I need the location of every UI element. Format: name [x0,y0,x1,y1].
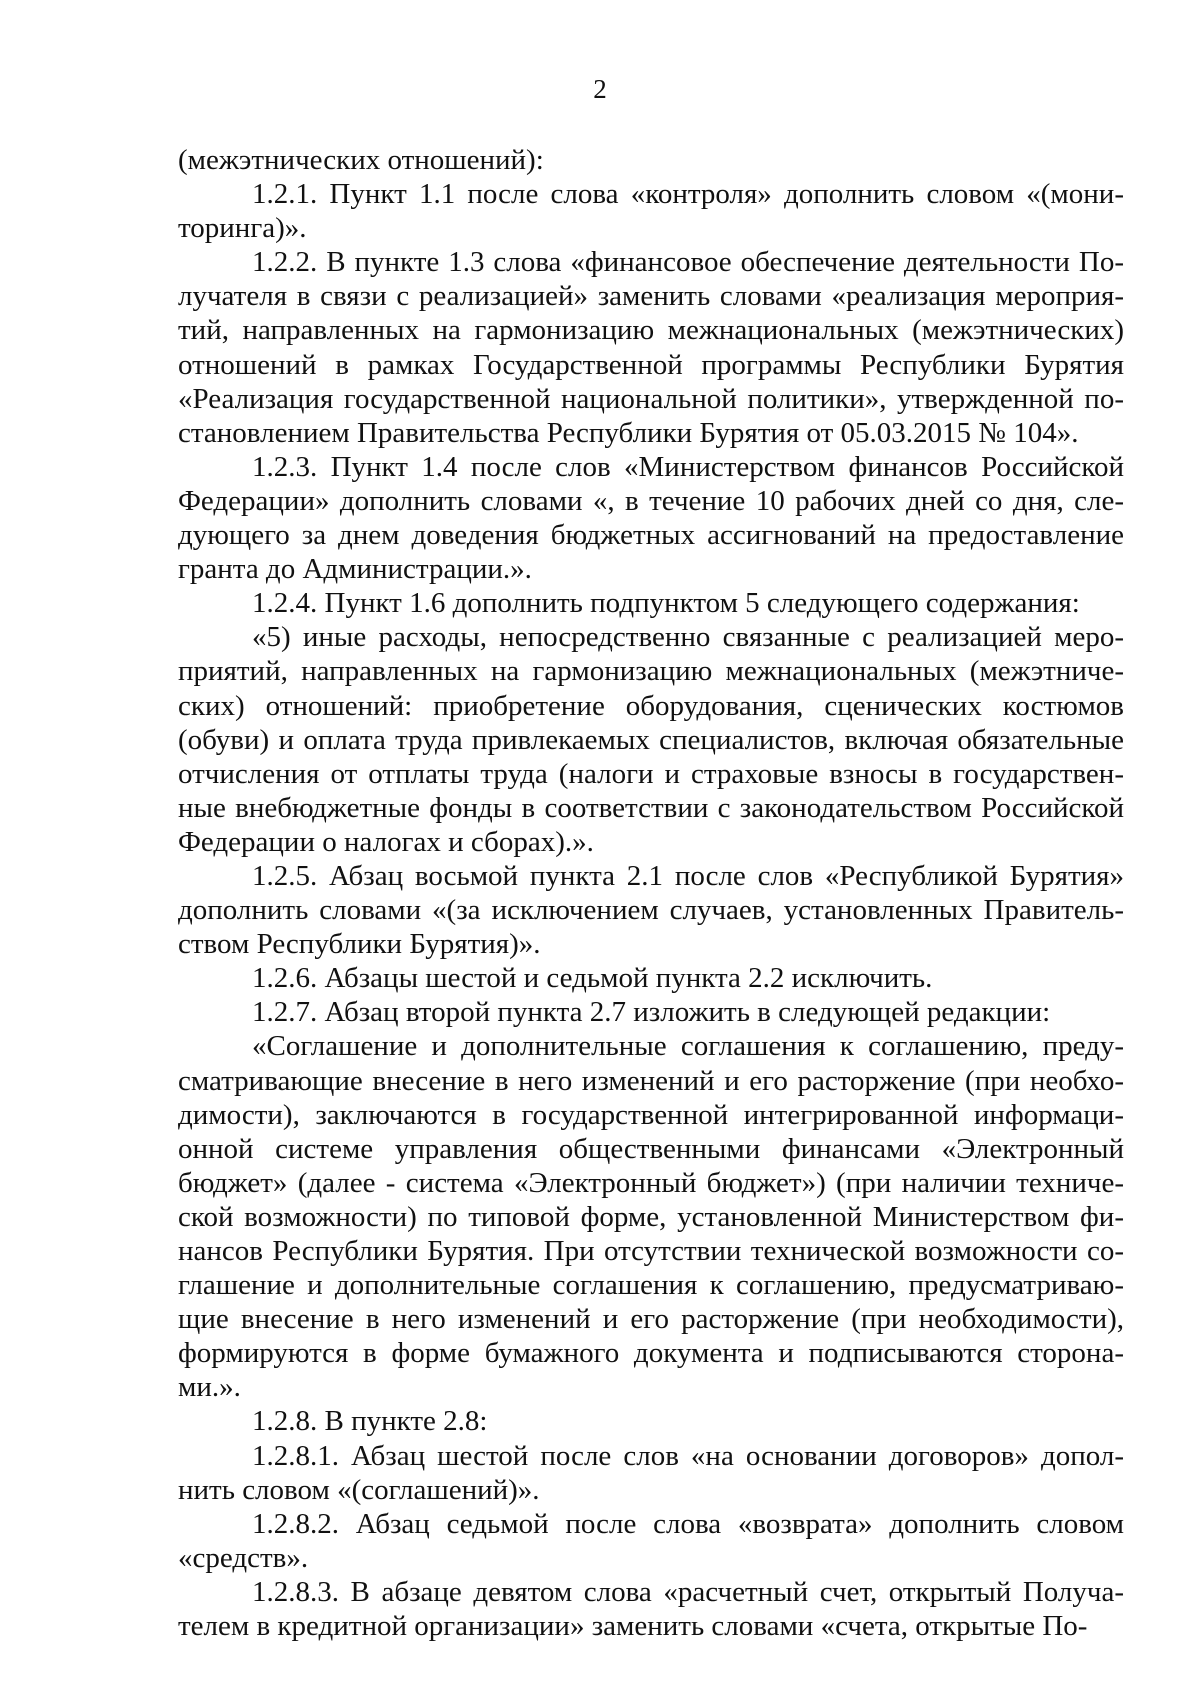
paragraph: «5) иные расходы, непосредственно связанные с реализацией мероприятий, направленных на гармонизацию межнациональных (межэтнических) отношений: приобретение оборудования, сценических костюмов (обуви) и оплата труда привлекаемых специалистов, включая обязательные отчисления от отплаты труда (налоги и страховые взносы в государственные внебюджетные фонды в соответствии с законодательством Российской Федерации о налогах и сборах).». [178,621,1124,858]
paragraph: 1.2.5. Абзац восьмой пункта 2.1 после слов «Республикой Бурятия» дополнить словами «(за исключением случаев, установленных Правительством Республики Бурятия)». [178,859,1124,961]
paragraph: 1.2.3. Пункт 1.4 после слов «Министерством финансов Российской Федерации» дополнить словами «, в течение 10 рабочих дней со дня, следующего за днем доведения бюджетных ассигнований на предоставление гранта до Администрации.». [178,450,1124,586]
paragraph: 1.2.2. В пункте 1.3 слова «финансовое обеспечение деятельности Получателя в связи с реализацией» заменить словами «реализация мероприятий, направленных на гармонизацию межнациональных (межэтнических) отношений в рамках Государственной программы Республики Бурятия «Реализация государственной национальной политики», утвержденной постановлением Правительства Республики Бурятия от 05.03.2015 № 104». [178,246,1124,449]
paragraph: (межэтнических отношений): [178,144,544,176]
document-body [178,143,1124,1643]
paragraph: 1.2.8.3. В абзаце девятом слова «расчетный счет, открытый Получателем в кредитной организации» заменить словами «счета, открытые По- [178,1575,1124,1643]
paragraph: 1.2.7. Абзац второй пункта 2.7 изложить в следующей редакции: [252,996,1051,1029]
paragraph: 1.2.1. Пункт 1.1 после слова «контроля» дополнить словом «(мониторинга)». [178,178,1124,245]
paragraph: 1.2.4. Пункт 1.6 дополнить подпунктом 5 следующего содержания: [252,587,1080,620]
paragraph: 1.2.8.2. Абзац седьмой после слова «возврата» дополнить словом «средств». [178,1507,1124,1574]
page-number: 2 [593,74,607,104]
paragraph: 1.2.6. Абзацы шестой и седьмой пункта 2.2 исключить. [252,962,933,995]
paragraph: 1.2.8.1. Абзац шестой после слов «на основании договоров» дополнить словом «(соглашений)». [178,1439,1124,1506]
paragraph: «Соглашение и дополнительные соглашения к соглашению, предусматривающие внесение в него изменений и его расторжение (при необходимости), заключаются в государственной интегрированной информационной системе управления общественными финансами «Электронный бюджет» (далее - система «Электронный бюджет») (при наличии технической возможности) по типовой форме, установленной Министерством финансов Республики Бурятия. При отсутствии технической возможности соглашение и дополнительные соглашения к соглашению, предусматривающие внесение в него изменений и его расторжение (при необходимости), формируются в форме бумажного документа и подписываются сторонами.». [178,1030,1124,1404]
paragraph: 1.2.8. В пункте 2.8: [252,1405,488,1438]
